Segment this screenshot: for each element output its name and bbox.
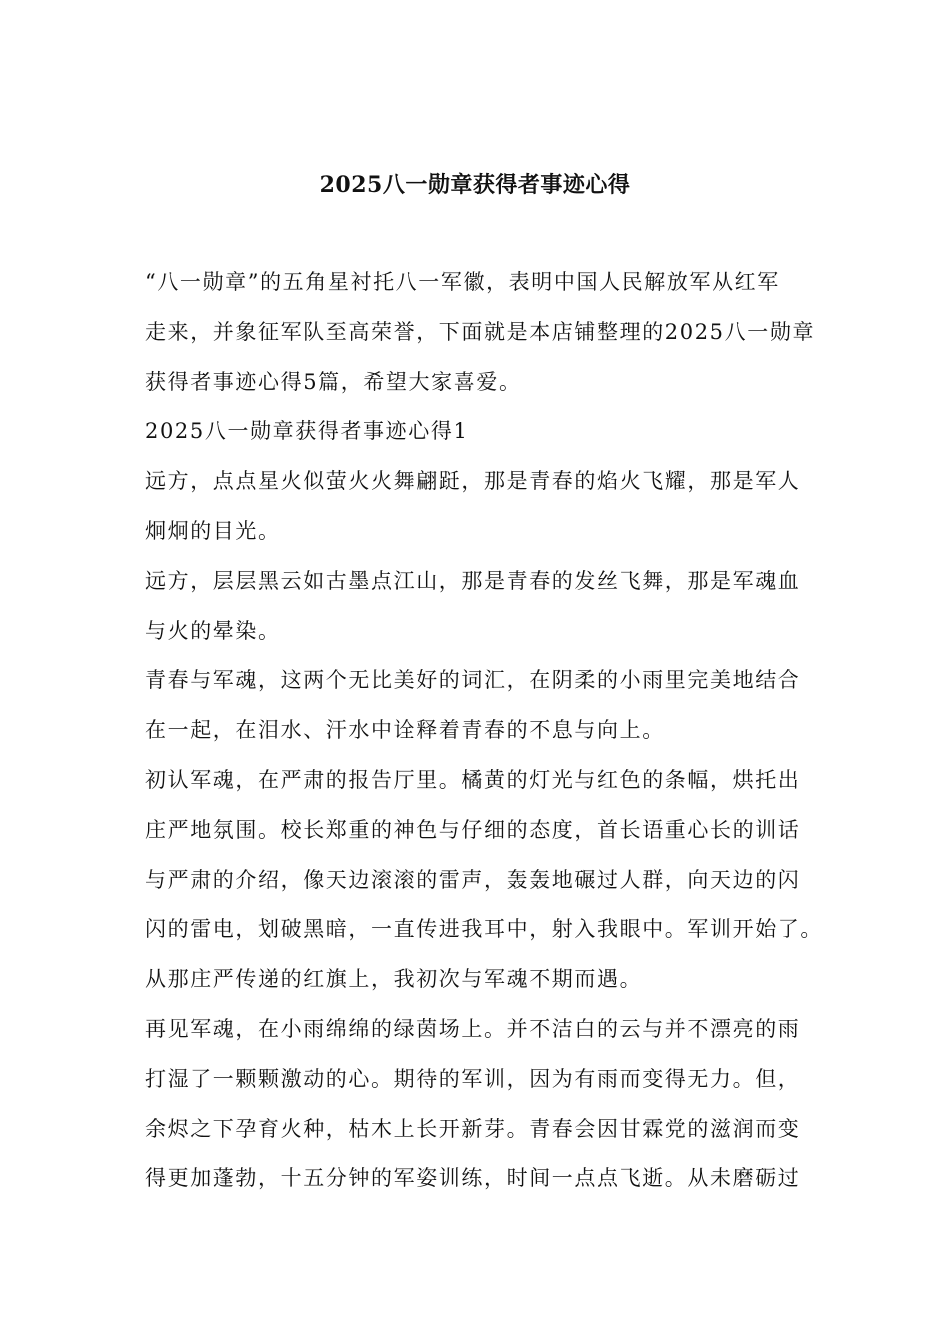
document-body (145, 264, 825, 1210)
text-line: 炯炯的目光。 (145, 518, 281, 543)
text-line: 与严肃的介绍，像天边滚滚的雷声，轰轰地碾过人群，向天边的闪 (145, 867, 801, 892)
text-line: 与火的晕染。 (145, 618, 281, 643)
text-line: 走来，并象征军队至高荣誉，下面就是本店铺整理的2025八一勋章 (145, 319, 816, 344)
text-line: 得更加蓬勃，十五分钟的军姿训练，时间一点点飞逝。从未磨砺过 (145, 1166, 801, 1191)
text-line: 青春与军魂，这两个无比美好的词汇，在阴柔的小雨里完美地结合 (145, 668, 801, 693)
text-line: 在一起，在泪水、汗水中诠释着青春的不息与向上。 (145, 718, 665, 743)
text-line: 再见军魂，在小雨绵绵的绿茵场上。并不洁白的云与并不漂亮的雨 (145, 1016, 801, 1041)
text-line: 余烬之下孕育火种，枯木上长开新芽。青春会因甘霖党的滋润而变 (145, 1116, 801, 1141)
text-line: 从那庄严传递的红旗上，我初次与军魂不期而遇。 (145, 967, 643, 992)
text-line: 远方，点点星火似萤火火舞翩跹，那是青春的焰火飞耀，那是军人 (145, 469, 801, 494)
text-line: “八一勋章”的五角星衬托八一军徽，表明中国人民解放军从红军 (145, 270, 780, 294)
text-line: 闪的雷电，划破黑暗，一直传进我耳中，射入我眼中。军训开始了。 (145, 917, 823, 942)
section-heading: 2025八一勋章获得者事迹心得1 (145, 419, 469, 444)
text-line: 获得者事迹心得5篇，希望大家喜爱。 (145, 369, 522, 394)
text-line: 打湿了一颗颗激动的心。期待的军训，因为有雨而变得无力。但， (145, 1066, 801, 1091)
text-line: 远方，层层黑云如古墨点江山，那是青春的发丝飞舞，那是军魂血 (145, 568, 801, 593)
text-line: 初认军魂，在严肃的报告厅里。橘黄的灯光与红色的条幅，烘托出 (145, 767, 801, 792)
text-line: 庄严地氛围。校长郑重的神色与仔细的态度，首长语重心长的训话 (145, 817, 801, 842)
document-title: 2025八一勋章获得者事迹心得 (319, 172, 631, 198)
